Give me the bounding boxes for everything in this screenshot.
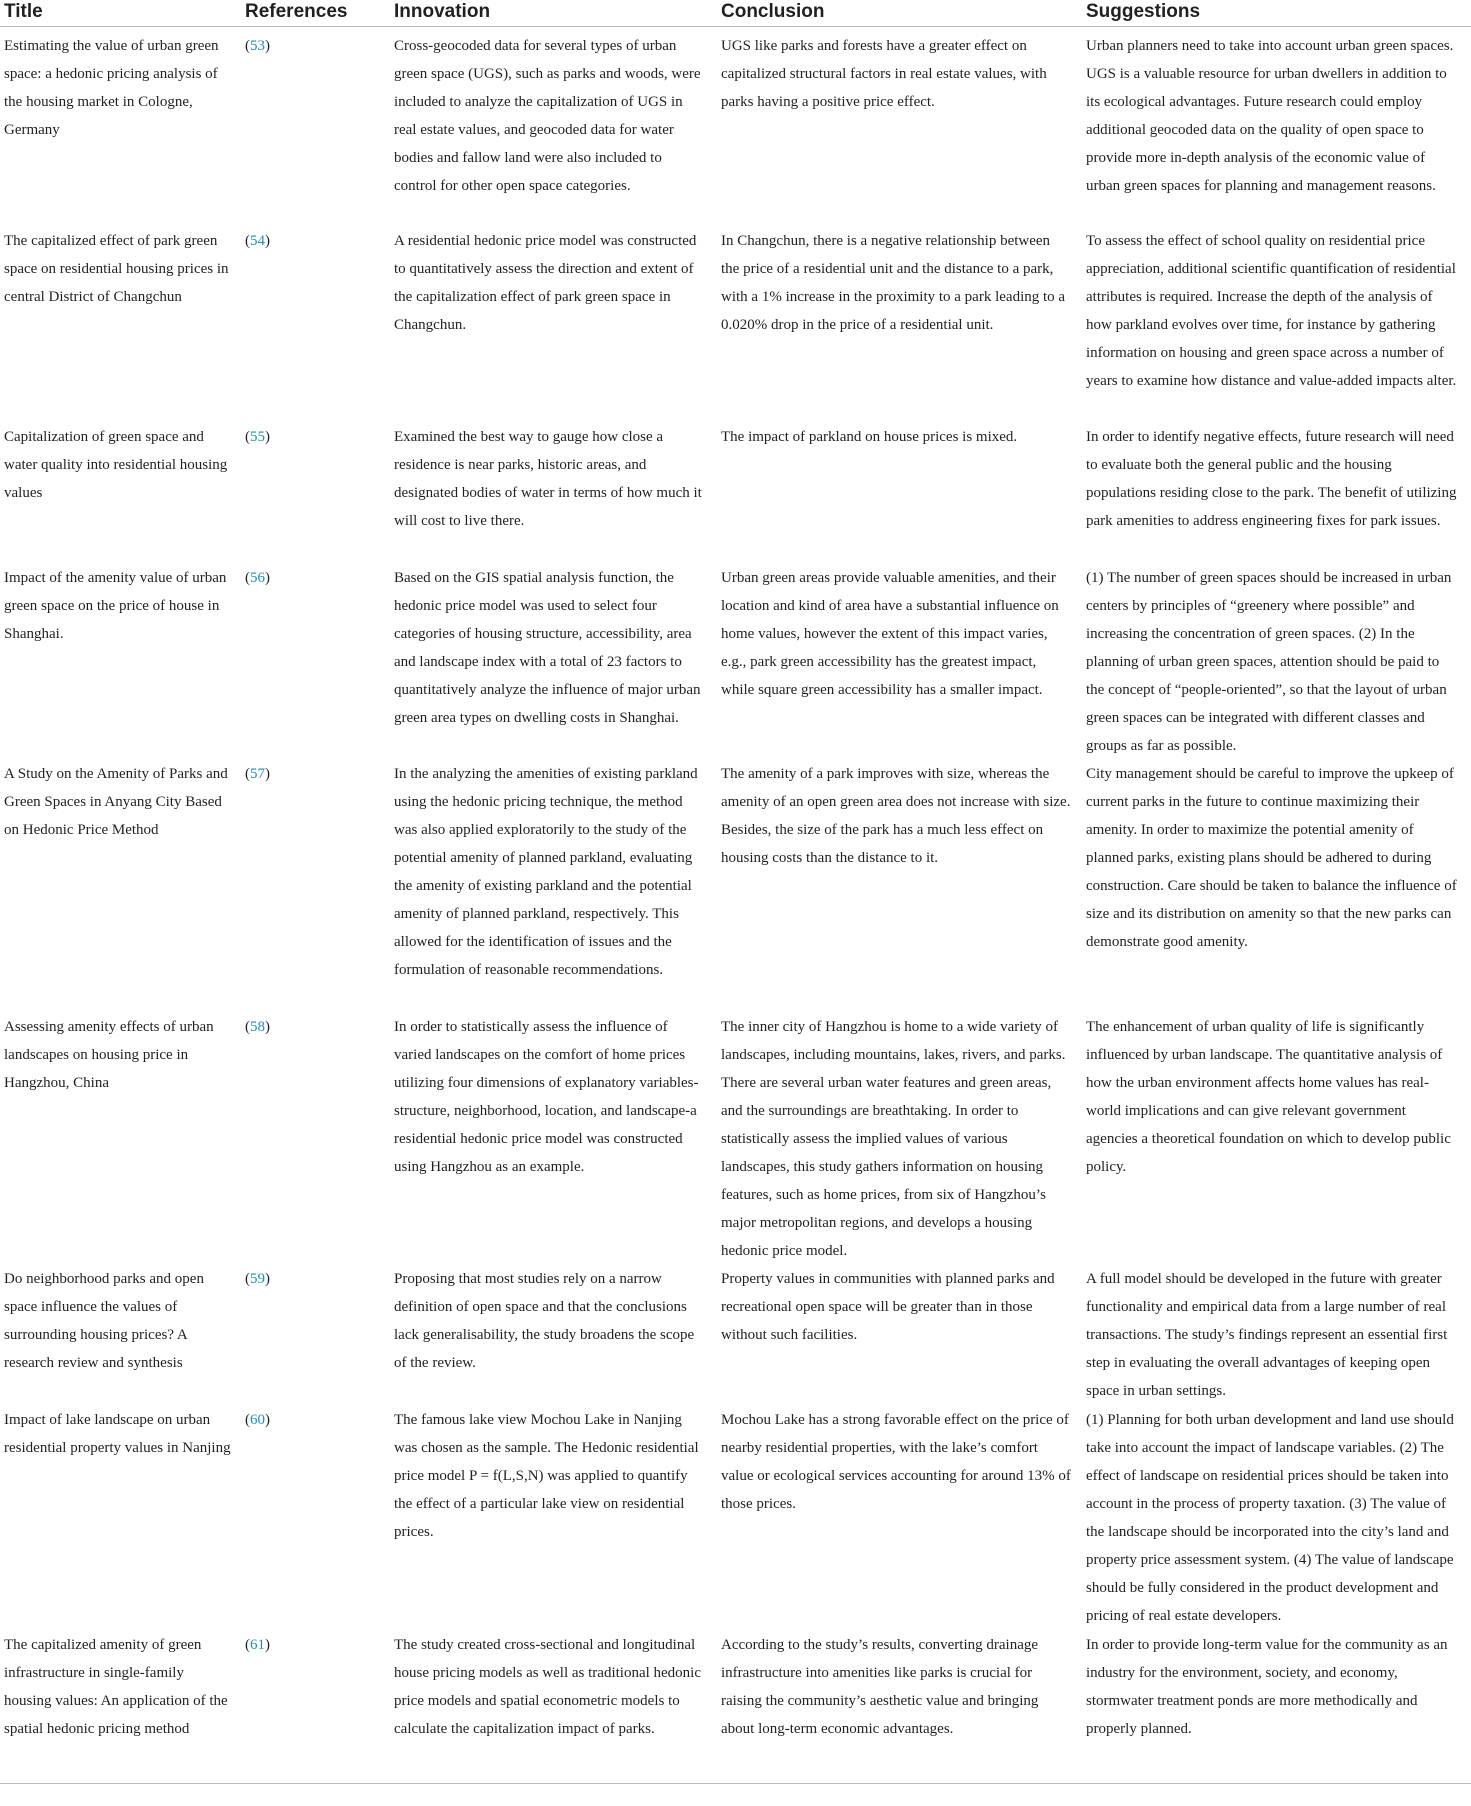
reference-link[interactable]: 55 [250,429,265,445]
header-conclusion: Conclusion [717,0,1082,27]
cell-suggestions: The enhancement of urban quality of life is significantly influenced by urban landscape. The quantitative analysis of how the urban environment affects home values has real-world implications and can give relevant government agencies a theoretical foundation on which to develop public policy. [1086,1019,1451,1175]
reference-link[interactable]: 53 [250,38,265,54]
cell-title: Impact of lake landscape on urban residential property values in Nanjing [4,1412,231,1456]
cell-conclusion: The amenity of a park improves with size, whereas the amenity of an open green area does not increase with size. Besides, the size of the park has a much less effect on housing costs than the distance to it. [721,766,1071,866]
cell-reference: (59) [245,1271,270,1287]
reference-link[interactable]: 54 [250,233,265,249]
table-body [0,27,1471,1784]
cell-conclusion: UGS like parks and forests have a greater effect on capitalized structural factors in real estate values, with parks having a positive price effect. [721,38,1047,110]
cell-reference: (57) [245,766,270,782]
table-row [0,1631,1471,1784]
cell-innovation: A residential hedonic price model was constructed to quantitatively assess the direction and extent of the capitalization effect of park green space in Changchun. [394,233,697,333]
table-row [0,760,1471,1013]
cell-conclusion: The inner city of Hangzhou is home to a wide variety of landscapes, including mountains, lakes, rivers, and parks. There are several urban water features and green areas, and the surroundings are breathtaking. In order to statistically assess the implied values of various landscapes, this study gathers information on housing features, such as home prices, from six of Hangzhou’s major metropolitan regions, and develops a housing hedonic price model. [721,1019,1066,1259]
cell-suggestions: City management should be careful to improve the upkeep of current parks in the future to continue maximizing their amenity. In order to maximize the potential amenity of planned parks, existing plans should be adhered to during construction. Care should be taken to balance the influence of size and its distribution on amenity so that the new parks can demonstrate good amenity. [1086,766,1457,950]
cell-suggestions: (1) Planning for both urban development and land use should take into account the impact of landscape variables. (2) The effect of landscape on residential prices should be taken into account in the process of property taxation. (3) The value of the landscape should be incorporated into the city’s land and property price assessment system. (4) The value of landscape should be fully considered in the product development and pricing of real estate developers. [1086,1412,1454,1624]
reference-link[interactable]: 56 [250,570,265,586]
header-references: References [241,0,390,27]
cell-conclusion: The impact of parkland on house prices is mixed. [721,429,1018,445]
header-title: Title [0,0,241,27]
cell-title: The capitalized amenity of green infrastructure in single-family housing values: An application of the spatial hedonic pricing method [0,1631,241,1784]
table-row [0,564,1471,760]
cell-innovation: Cross-geocoded data for several types of urban green space (UGS), such as parks and woods, were included to analyze the capitalization of UGS in real estate values, and geocoded data for water bodies and fallow land were also included to control for other open space categories. [394,38,701,194]
cell-title: A Study on the Amenity of Parks and Green Spaces in Anyang City Based on Hedonic Price Method [4,766,228,838]
cell-conclusion: According to the study’s results, converting drainage infrastructure into amenities like parks is crucial for raising the community’s aesthetic value and bringing about long-term economic advantages. [717,1631,1082,1784]
reference-link[interactable]: 57 [250,766,265,782]
header-suggestions: Suggestions [1082,0,1471,27]
cell-reference: (60) [245,1412,270,1428]
cell-reference: (61) [241,1631,390,1784]
cell-conclusion: In Changchun, there is a negative relationship between the price of a residential unit and the distance to a park, with a 1% increase in the proximity to a park leading to a 0.020% drop in the price of a residential unit. [721,233,1066,333]
reference-link[interactable]: 59 [250,1271,265,1287]
cell-innovation: In order to statistically assess the influence of varied landscapes on the comfort of home prices utilizing four dimensions of explanatory variables-structure, neighborhood, location, and landscape-a residential hedonic price model was constructed using Hangzhou as an example. [394,1019,699,1175]
table-row [0,227,1471,423]
table-row [0,1013,1471,1265]
cell-suggestions: In order to identify negative effects, future research will need to evaluate both the general public and the housing populations residing close to the park. The benefit of utilizing park amenities to address engineering fixes for park issues. [1086,429,1457,529]
cell-innovation: The famous lake view Mochou Lake in Nanjing was chosen as the sample. The Hedonic residential price model P = f(L,S,N) was applied to quantify the effect of a particular lake view on residential prices. [394,1412,699,1540]
cell-innovation: Examined the best way to gauge how close a residence is near parks, historic areas, and designated bodies of water in terms of how much it will cost to live there. [394,429,702,529]
table-row [0,423,1471,564]
cell-reference: (54) [245,233,270,249]
table-row [0,27,1471,228]
cell-suggestions: A full model should be developed in the future with greater functionality and empirical data from a large number of real transactions. The study’s findings represent an essential first step in evaluating the overall advantages of keeping open space in urban settings. [1086,1271,1448,1399]
reference-link[interactable]: 61 [250,1637,265,1653]
cell-title: The capitalized effect of park green space on residential housing prices in central District of Changchun [4,233,229,305]
cell-reference: (53) [245,38,270,54]
cell-suggestions: (1) The number of green spaces should be increased in urban centers by principles of “greenery where possible” and increasing the concentration of green spaces. (2) In the planning of urban green spaces, attention should be paid to the concept of “people-oriented”, so that the layout of urban green spaces can be integrated with different classes and groups as far as possible. [1086,570,1452,754]
cell-title: Capitalization of green space and water quality into residential housing values [4,429,228,501]
cell-innovation: Based on the GIS spatial analysis function, the hedonic price model was used to select four categories of housing structure, accessibility, area and landscape index with a total of 23 factors to quantitatively analyze the influence of major urban green area types on dwelling costs in Shanghai. [394,570,701,726]
cell-title: Do neighborhood parks and open space influence the values of surrounding housing prices? A research review and synthesis [4,1271,204,1371]
cell-title: Assessing amenity effects of urban landscapes on housing price in Hangzhou, China [4,1019,214,1091]
cell-reference: (58) [245,1019,270,1035]
cell-reference: (56) [245,570,270,586]
cell-innovation: The study created cross-sectional and longitudinal house pricing models as well as traditional hedonic price models and spatial econometric models to calculate the capitalization impact of parks. [390,1631,717,1784]
cell-title: Estimating the value of urban green space: a hedonic pricing analysis of the housing market in Cologne, Germany [4,38,219,138]
cell-conclusion: Mochou Lake has a strong favorable effect on the price of nearby residential properties, with the lake’s comfort value or ecological services accounting for around 13% of those prices. [721,1412,1071,1512]
cell-innovation: In the analyzing the amenities of existing parkland using the hedonic pricing technique, the method was also applied exploratorily to the study of the potential amenity of planned parkland, evaluating the amenity of existing parkland and the potential amenity of planned parkland, respectively. This allowed for the identification of issues and the formulation of reasonable recommendations. [394,766,698,978]
header-innovation: Innovation [390,0,717,27]
cell-reference: (55) [245,429,270,445]
cell-conclusion: Property values in communities with planned parks and recreational open space will be greater than in those without such facilities. [721,1271,1055,1343]
cell-conclusion: Urban green areas provide valuable amenities, and their location and kind of area have a substantial influence on home values, however the extent of this impact varies, e.g., park green accessibility has the greatest impact, while square green accessibility has a smaller impact. [721,570,1059,698]
reference-link[interactable]: 60 [250,1412,265,1428]
cell-innovation: Proposing that most studies rely on a narrow definition of open space and that the conclusions lack generalisability, the study broadens the scope of the review. [394,1271,695,1371]
reference-link[interactable]: 58 [250,1019,265,1035]
cell-title: Impact of the amenity value of urban green space on the price of house in Shanghai. [4,570,227,642]
table-row [0,1406,1471,1631]
header-row [0,0,1471,27]
cell-suggestions: To assess the effect of school quality on residential price appreciation, additional scientific quantification of residential attributes is required. Increase the depth of the analysis of how parkland evolves over time, for instance by gathering information on housing and green space across a number of years to examine how distance and value-added impacts alter. [1086,233,1457,389]
table-row [0,1265,1471,1406]
cell-suggestions: In order to provide long-term value for the community as an industry for the environment, society, and economy, stormwater treatment ponds are more methodically and properly planned. [1082,1631,1471,1784]
table-header [0,0,1471,27]
cell-suggestions: Urban planners need to take into account urban green spaces. UGS is a valuable resource for urban dwellers in addition to its ecological advantages. Future research could employ additional geocoded data on the quality of open space to provide more in-depth analysis of the economic value of urban green spaces for planning and management reasons. [1086,38,1454,194]
